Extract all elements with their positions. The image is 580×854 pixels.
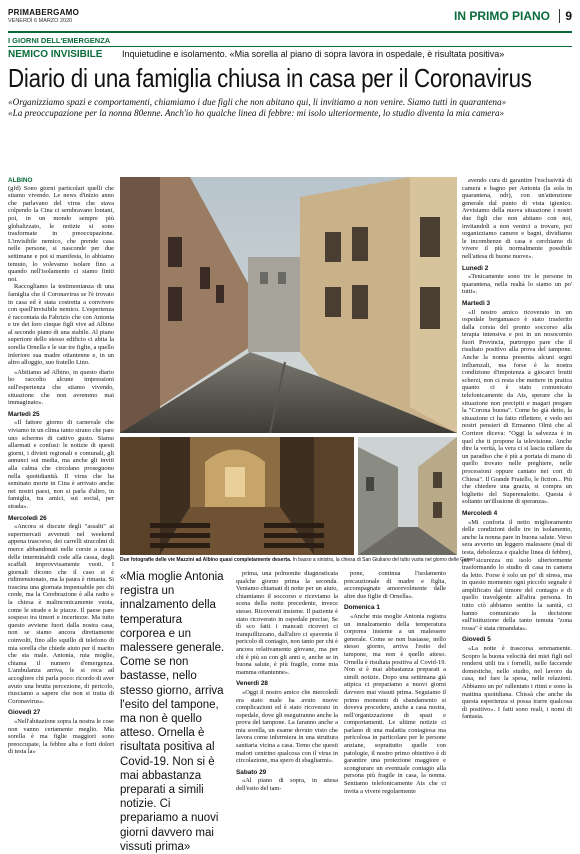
- day-heading: Giovedì 27: [8, 709, 41, 717]
- day-heading: Lunedì 2: [462, 264, 489, 272]
- column-1-body: [8, 185, 114, 756]
- caption-text: In basso a sinistra, la chiesa di San Giuliano del tutto vuota nel giorno delle Ceneri: [291, 557, 475, 563]
- paragraph: «Il fattore giorno di carnevale che viviamo in un clima tanto strano che pare uno schermo di cattivo gusto. Siamo allarmati e confusi: le notizie di questi giorni, i divieti regionali e comunali, gli annunci sui media, ma anche gli inviti alla calma che circolano proseguono nella quotidianità. Il virus che ha seminato morte in Cina è arrivato anche nei nostri paesi, non si parla d'altro, in famiglia, tra amici, sui social, per strada».: [8, 419, 114, 510]
- day-heading: Venerdì 28: [236, 680, 268, 688]
- deck-line-1: «Organizziamo spazi e comportamenti, chiamiamo i due figli che non abitano qui, li invitiamo a non venire. Siamo tutti in quarantena»: [8, 97, 507, 107]
- newspaper-name: PRIMABERGAMO: [8, 8, 80, 17]
- day-heading: Mercoledì 26: [8, 514, 47, 522]
- deck-line-2: «La preoccupazione per la nonna 80enne. Anch'io ho qualche linea di febbre: mi isolo ulteriormente, lo studio diventa la mia camera»: [8, 108, 505, 118]
- photo-caption: [120, 557, 475, 563]
- day-heading: Domenica 1: [344, 604, 380, 612]
- paragraph: «La notte è trascorsa serenamente. Scopro la buona velocità dei miei figli nel rendersi utili tra i fornelli, nelle faccende domestiche, nello studio, nel lavoro da casa, nel fare la spesa, nelle relazioni. Abbiamo un po' rallentato i ritmi e sono la mattina quotidiana. Chissà che anche da questa esperienza si possa trarre qualcosa di positivo». I fatti sono reali, i nomi di fantasia.: [462, 645, 572, 721]
- paragraph: «Anche mia moglie Antonia registra un innalzamento della temperatura corporea insieme a un malessere generale. Come se non bastasse, nello stesso giorno, arriva l'esito del tampone, ma non è quello atteso. Ornella è risultata positiva al Covid-19. Non si è mai abbastanza preparati a simili notizie. Dopo una settimana già atipica ci prepariamo a nuovi giorni davvero mai vissuti prima. Seguiamo il primo momento di sbandamento si doveva procedere, anche a casa nostra, nell'organizzazione di spazi e comportamenti. Le ultime notizie ci parlano di una malattia contagiosa ma pericolosa in particolare per le persone anziane, soprattutto quelle con patologie, il nostro primo obiettivo è di garantire una protezione maggiore e scongiurare un eventuale contagio alla persona più fragile in casa, la nonna. Sentiamo telefonicamente Ats che ci invita a vivere regolarmente: [344, 612, 446, 795]
- paragraph: «Al piano di sopra, in attesa dell'esito del tam-: [236, 777, 338, 793]
- paragraph: «Il nostro amico ricoverato in un ospedale bergamasco è stato trasferito dalla corsia del pronto soccorso alla terapia intensiva e poi in un nosocomio fuori Provincia, purtroppo pare che il risultato positivo alla prova del tampone. Anche la nonna presenta alcuni segni influenzali, ma forse è la nostra condizione d'impotenza a giocarci brutti scherzi, non ci resta che mettere in pratica quanto ci è stato comunicato telefonicamente da Ats, sperare che la situazione non precipiti e magari pregare la "Corona buona". Come ho già detto, la situazione ci ha fatto riflettere, e vedo nei nostri pensieri di Ermanno Olmi che al Corriere diceva: "Oggi la salvezza è in quel che ti propone la televisione. Anche dire la verità, la vera ci si lascia cullare da un paradiso che è più a portata di mano di quello trovato nelle preghiere, nelle processioni oppure cantato nei cori di Chiesa". Il Grande Fratello, le fiction... Più che chiedere una grazia, si compra un biglietto del Superenalotto. Questa è soltanto un'illusione di speranza».: [462, 308, 572, 506]
- kicker: I GIORNI DELL'EMERGENZA: [8, 36, 111, 45]
- kicker-rule: [8, 46, 572, 47]
- pull-quote-1: «Mia moglie Antonia registra un innalzamento della temperatura corporea e un malessere generale. Come se non bastasse, nello stesso giorno, arriva l'esito del tampone, ma non è quello atteso. Ornella è risultata positiva al Covid-19. Non si è mai abbastanza preparati a simili notizie. Ci prepariamo a nuovi giorni davvero mai vissuti prima»: [120, 571, 225, 853]
- paragraph: «Abitiamo ad Albino, in questo diario ho raccolto alcune impressioni sull'esperienza che stiamo vivendo, situazione che non avremmo mai immaginato».: [8, 368, 114, 407]
- street-photo-image: [120, 177, 457, 433]
- article-column-4: [344, 570, 446, 835]
- paragraph: «Mi conforta il netto miglioramento delle condizioni delle tre in isolamento, anche la nonna pare in buona salute. Verso sera avverto un leggero malessere (mal di testa, debolezza e qualche linea di febbre), per sicurezza mi isolo ulteriormente trasformando lo studio di casa in camera da letto. Forse è solo un po' di stress, ma in questo momento ogni piccolo segnale è amplificato dal timore del contagio e di quello travolgente all'altra persona. In tutto ciò abbiamo sentito la sanità, ci hanno comunicato la decisione sull'istituzione della tanto temuta "zona rossa" è stata rimandata».: [462, 518, 572, 632]
- masthead-rule: [8, 31, 572, 33]
- street-photo-2-image: [358, 437, 457, 555]
- street-photo-2: [358, 437, 457, 555]
- church-photo: [120, 437, 354, 555]
- paragraph: prima, una polmonite diagnosticata qualche giorno prima la seconda. Veniamo chiamati di notte per un aiuto, chiamiamo il soccorso e riceviamo la scena della notte precedente, invece stesso. Ricoverati insieme. Il paziente è stato ricoverato in ospedale precise, Se dì sco fatti i mancati ricoveri ci tranquillizzano, dall'altro ci spaventa il pericolo di contagio, non tanto per chi è ancora relativamente giovane, ma per chi è più su con gli anni e, anche se in buona salute, è più fragile, come mia mamma ottantenne».: [236, 570, 338, 676]
- issue-date: VENERDÌ 6 MARZO 2020: [8, 18, 73, 24]
- page-number: 9: [559, 9, 572, 23]
- dateline: ALBINO: [8, 177, 33, 184]
- paragraph: Raccogliamo la testimonianza di una famiglia che il Coronavirus se l'è trovato in casa ed è stata costretta a convivere con quell'invisibile nemico. L'esperienza è raccontata da Fabrizio che con Antonia e tre dei loro cinque figli vive ad Albino al secondo piano di una stabile. Al piano superiore dello stesso edificio ci abita la sorella Ornella e le sue tre figlie, a quello inferiore sua madre ottantenne e, in un altro alloggio, suo fratello Lino.: [8, 283, 114, 367]
- paragraph: pone, continua l'isolamento precauzionale di madre e figlia, accompagnate amorevolmente dalle altre due figlie di Ornella».: [344, 570, 446, 600]
- article-column-3: [236, 570, 338, 835]
- day-heading: Giovedì 5: [462, 636, 491, 644]
- paragraph: «Nell'abitazione sopra la nostra le cose non vanno certamente meglio. Mia sorella è ma figlie maggiori sono preoccupate, la febbre alta e forti dolori di testa la»: [8, 717, 114, 756]
- day-heading: Martedì 3: [462, 299, 491, 307]
- day-heading: Martedì 25: [8, 410, 40, 418]
- paragraph: «Oggi il nostro amico che mercoledì era stato male ha avuto nuove complicazioni ed è stato ricoverato in ospedale, dove gli eseguiranno anche la prova del tampone. La faranno anche a mia sorella, un esame dovuto visto che lavora come infermiera in una struttura sanitaria vicina a casa. Temo che questi malori centrino qualcosa con il virus in circolazione, ma spero di sbagliarmi».: [236, 688, 338, 765]
- day-heading: Sabato 29: [236, 768, 267, 776]
- paragraph: «Tenicamente sono tre le persone in quarantena, nella realtà lo siamo un po' tutti».: [462, 273, 572, 296]
- article-column-5: [462, 177, 572, 837]
- day-heading: Mercoledì 4: [462, 509, 498, 517]
- masthead: [8, 8, 572, 30]
- section-title: IN PRIMO PIANO: [453, 9, 550, 23]
- caption-bold: Due fotografie delle vie Mazzini ad Albino quasi completamente deserta.: [120, 557, 292, 563]
- paragraph: «Ancora si discute degli "assalti" ai supermercati avvenuti nel weekend appena trascorso, dei carrelli stracolmi di merce abbandonati nelle corsie a causa delle interminabili code alla cassa, degli scaffali improvvisamente vuoti. I giornali dicono che il caso si è ridimensionato, ma la paura è rimasta. Si trascina una giornata impensabile per chi crede, ma la Cerebrazione è alla radio e la chiesa è malinconicamente vuota, come le strade e le piazze. Il paese pare sospeso tra timori e incertezze. Ma tutto questo avviene fuori dalla nostra casa, non se siamo ancora direttamente coinvolti, fino allo squillo di telefono di mia sorella che chiede aiuto per il marito che sta male. Antonia, mia moglie, chiama il numero d'emergenza. L'ambulanza arriva, le si reca ad accogliere chi parla poco: ricordo di aver avuto una brutta percezione, di pericolo, riusciamo a sapere che non si tratta di Coronavirus».: [8, 523, 114, 705]
- church-photo-image: [120, 437, 354, 555]
- paragraph: avendo cura di garantire l'esclusività di camera e bagno per Antonia (la sola in quarantena, ndr), con un'attenzione generale dal punto di vista igienico. Avvisiamo della nuova situazione i nostri due figli che non abitano con noi, invitandoli a non venirci a trovare, poi organizziamo camere e bagni, dividiamo le incombenze di casa e cerchiamo di vivere il più normalmente possibile nell'attesa di buone nuove».: [462, 177, 572, 260]
- subheadline: Inquietudine e isolamento. «Mia sorella al piano di sopra lavora in ospedale, è risultata positiva»: [122, 49, 505, 59]
- street-photo: [120, 177, 457, 433]
- topic-label: NEMICO INVISIBILE: [8, 49, 103, 60]
- deck: [8, 97, 572, 119]
- article-column-1: [8, 177, 114, 837]
- headline: Diario di una famiglia chiusa in casa per il Coronavirus: [8, 63, 532, 93]
- paragraph: (gfd) Sono giorni particolari quelli che stiamo vivendo. Le news d'inizio anno che parlavano del virus che stava colpendo la Cina ci sembravano lontani, poi, in un mondo sempre più globalizzato, le notizie si sono trasformate in preoccupazione. L'invisibile nemico, che prende casa nelle persone, si nasconde per due settimane e poi si manifesta, lo abbiamo temuto, lo volevamo isolare fino a quando nell'isolamento ci siamo finiti noi.: [8, 184, 114, 283]
